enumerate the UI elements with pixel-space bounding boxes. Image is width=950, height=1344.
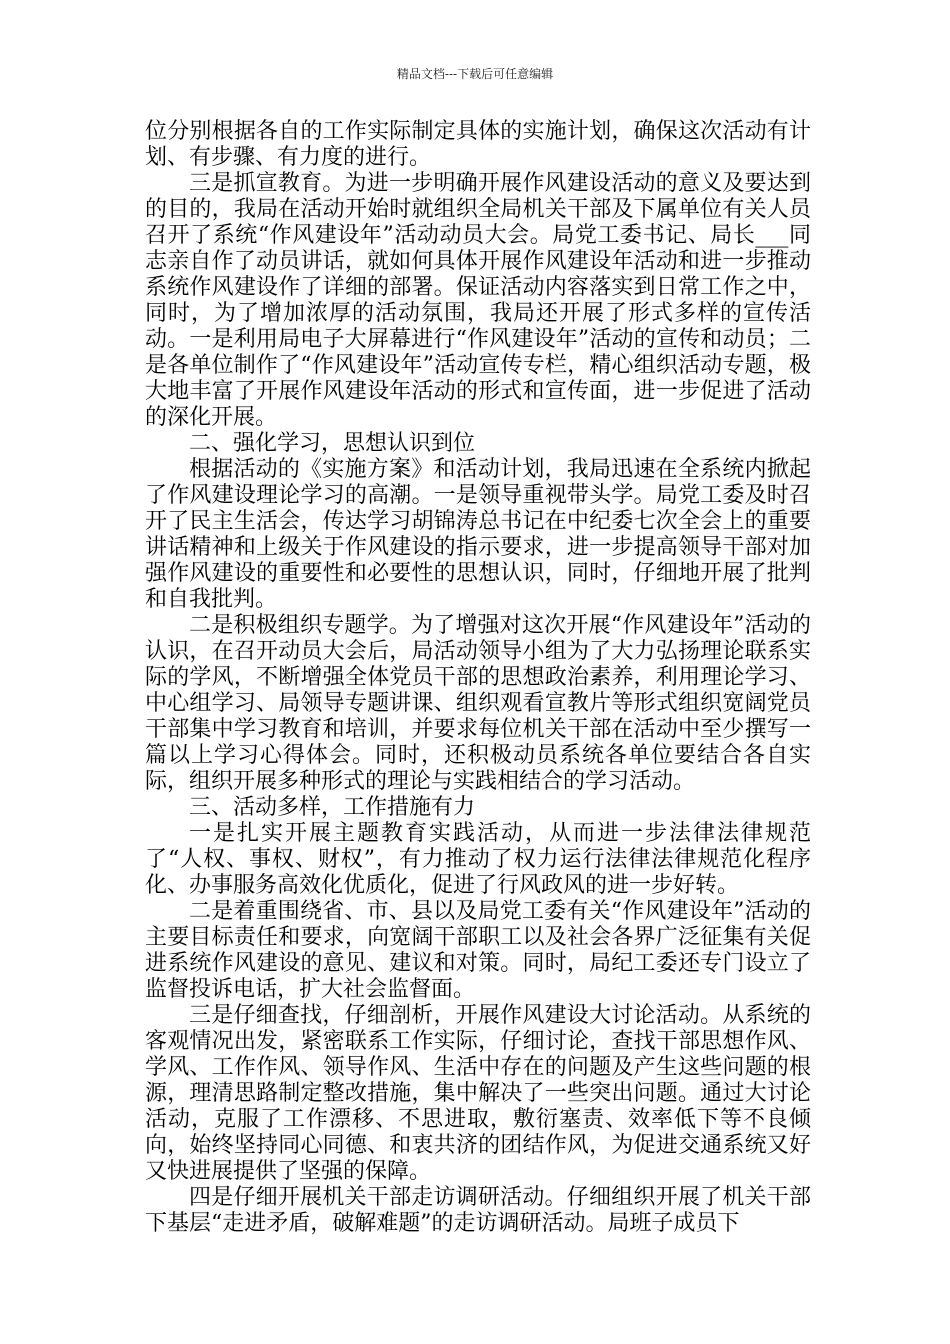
section-heading-study: 二、强化学习，思想认识到位	[189, 431, 476, 456]
paragraph-publicity-education: 三是抓宣教育。为进一步明确开展作风建设活动的意义及要达到的目的，我局在活动开始时就组织全局机关干部及下属单位有关人员召开了系统“作风建设年”活动动员大会。局党工委书记、局长___同志亲自作了动员讲话，就如何具体开展作风建设年活动和进一步推动系统作风建设作了详细的部署。保证活动内容落实到日常工作之中，同时，为了增加浓厚的活动氛围，我局还开展了形式多样的宣传活动。一是利用局电子大屏幕进行“作风建设年”活动的宣传和动员；二是各单位制作了“作风建设年”活动宣传专栏，精心组织活动专题，极大地丰富了开展作风建设年活动的形式和宣传面，进一步促进了活动的深化开展。	[145, 171, 811, 430]
page-header: 精品文档---下载后可任意编辑	[396, 67, 554, 81]
paragraph-opinion-collection: 二是着重围绕省、市、县以及局党工委有关“作风建设年”活动的主要目标责任和要求，向宽阔干部职工以及社会各界广泛征集有关促进系统作风建设的意见、建议和对策。同时，局纪工委还专门设立了监督投诉电话，扩大社会监督面。	[145, 899, 811, 1002]
section-heading-activities: 三、活动多样，工作措施有力	[189, 795, 476, 820]
paragraph-leadership-study: 根据活动的《实施方案》和活动计划，我局迅速在全系统内掀起了作风建设理论学习的高潮。一是领导重视带头学。局党工委及时召开了民主生活会，传达学习胡锦涛总书记在中纪委七次全会上的重要讲话精神和上级关于作风建设的指示要求，进一步提高领导干部对加强作风建设的重要性和必要性的思想认识，同时，仔细地开展了批判和自我批判。	[145, 457, 811, 612]
paragraph-visit-research: 四是仔细开展机关干部走访调研活动。仔细组织开展了机关干部下基层“走进矛盾，破解难题”的走访调研活动。局班子成员下	[145, 1185, 811, 1236]
paragraph-continuation: 位分别根据各自的工作实际制定具体的实施计划，确保这次活动有计划、有步骤、有力度的进行。	[145, 119, 811, 170]
paragraph-practice-activity: 一是扎实开展主题教育实践活动，从而进一步法律法律规范了“人权、事权、财权”，有力推动了权力运行法律法律规范化程序化、办事服务高效化优质化，促进了行风政风的进一步好转。	[145, 821, 811, 898]
paragraph-topic-study: 二是积极组织专题学。为了增强对这次开展“作风建设年”活动的认识，在召开动员大会后，局活动领导小组为了大力弘扬理论联系实际的学风，不断增强全体党员干部的思想政治素养，利用理论学习、中心组学习、局领导专题讲课、组织观看宣教片等形式组织宽阔党员干部集中学习教育和培训，并要求每位机关干部在活动中至少撰写一篇以上学习心得体会。同时，还积极动员系统各单位要结合各自实际，组织开展多种形式的理论与实践相结合的学习活动。	[145, 613, 811, 794]
document-body	[145, 119, 811, 1237]
paragraph-discussion-activity: 三是仔细查找，仔细剖析，开展作风建设大讨论活动。从系统的客观情况出发，紧密联系工作实际，仔细讨论，查找干部思想作风、学风、工作作风、领导作风、生活中存在的问题及产生这些问题的根源，理清思路制定整改措施，集中解决了一些突出问题。通过大讨论活动，克服了工作漂移、不思进取，敷衍塞责、效率低下等不良倾向，始终坚持同心同德、和衷共济的团结作风，为促进交通系统又好又快进展提供了坚强的保障。	[145, 1003, 811, 1184]
